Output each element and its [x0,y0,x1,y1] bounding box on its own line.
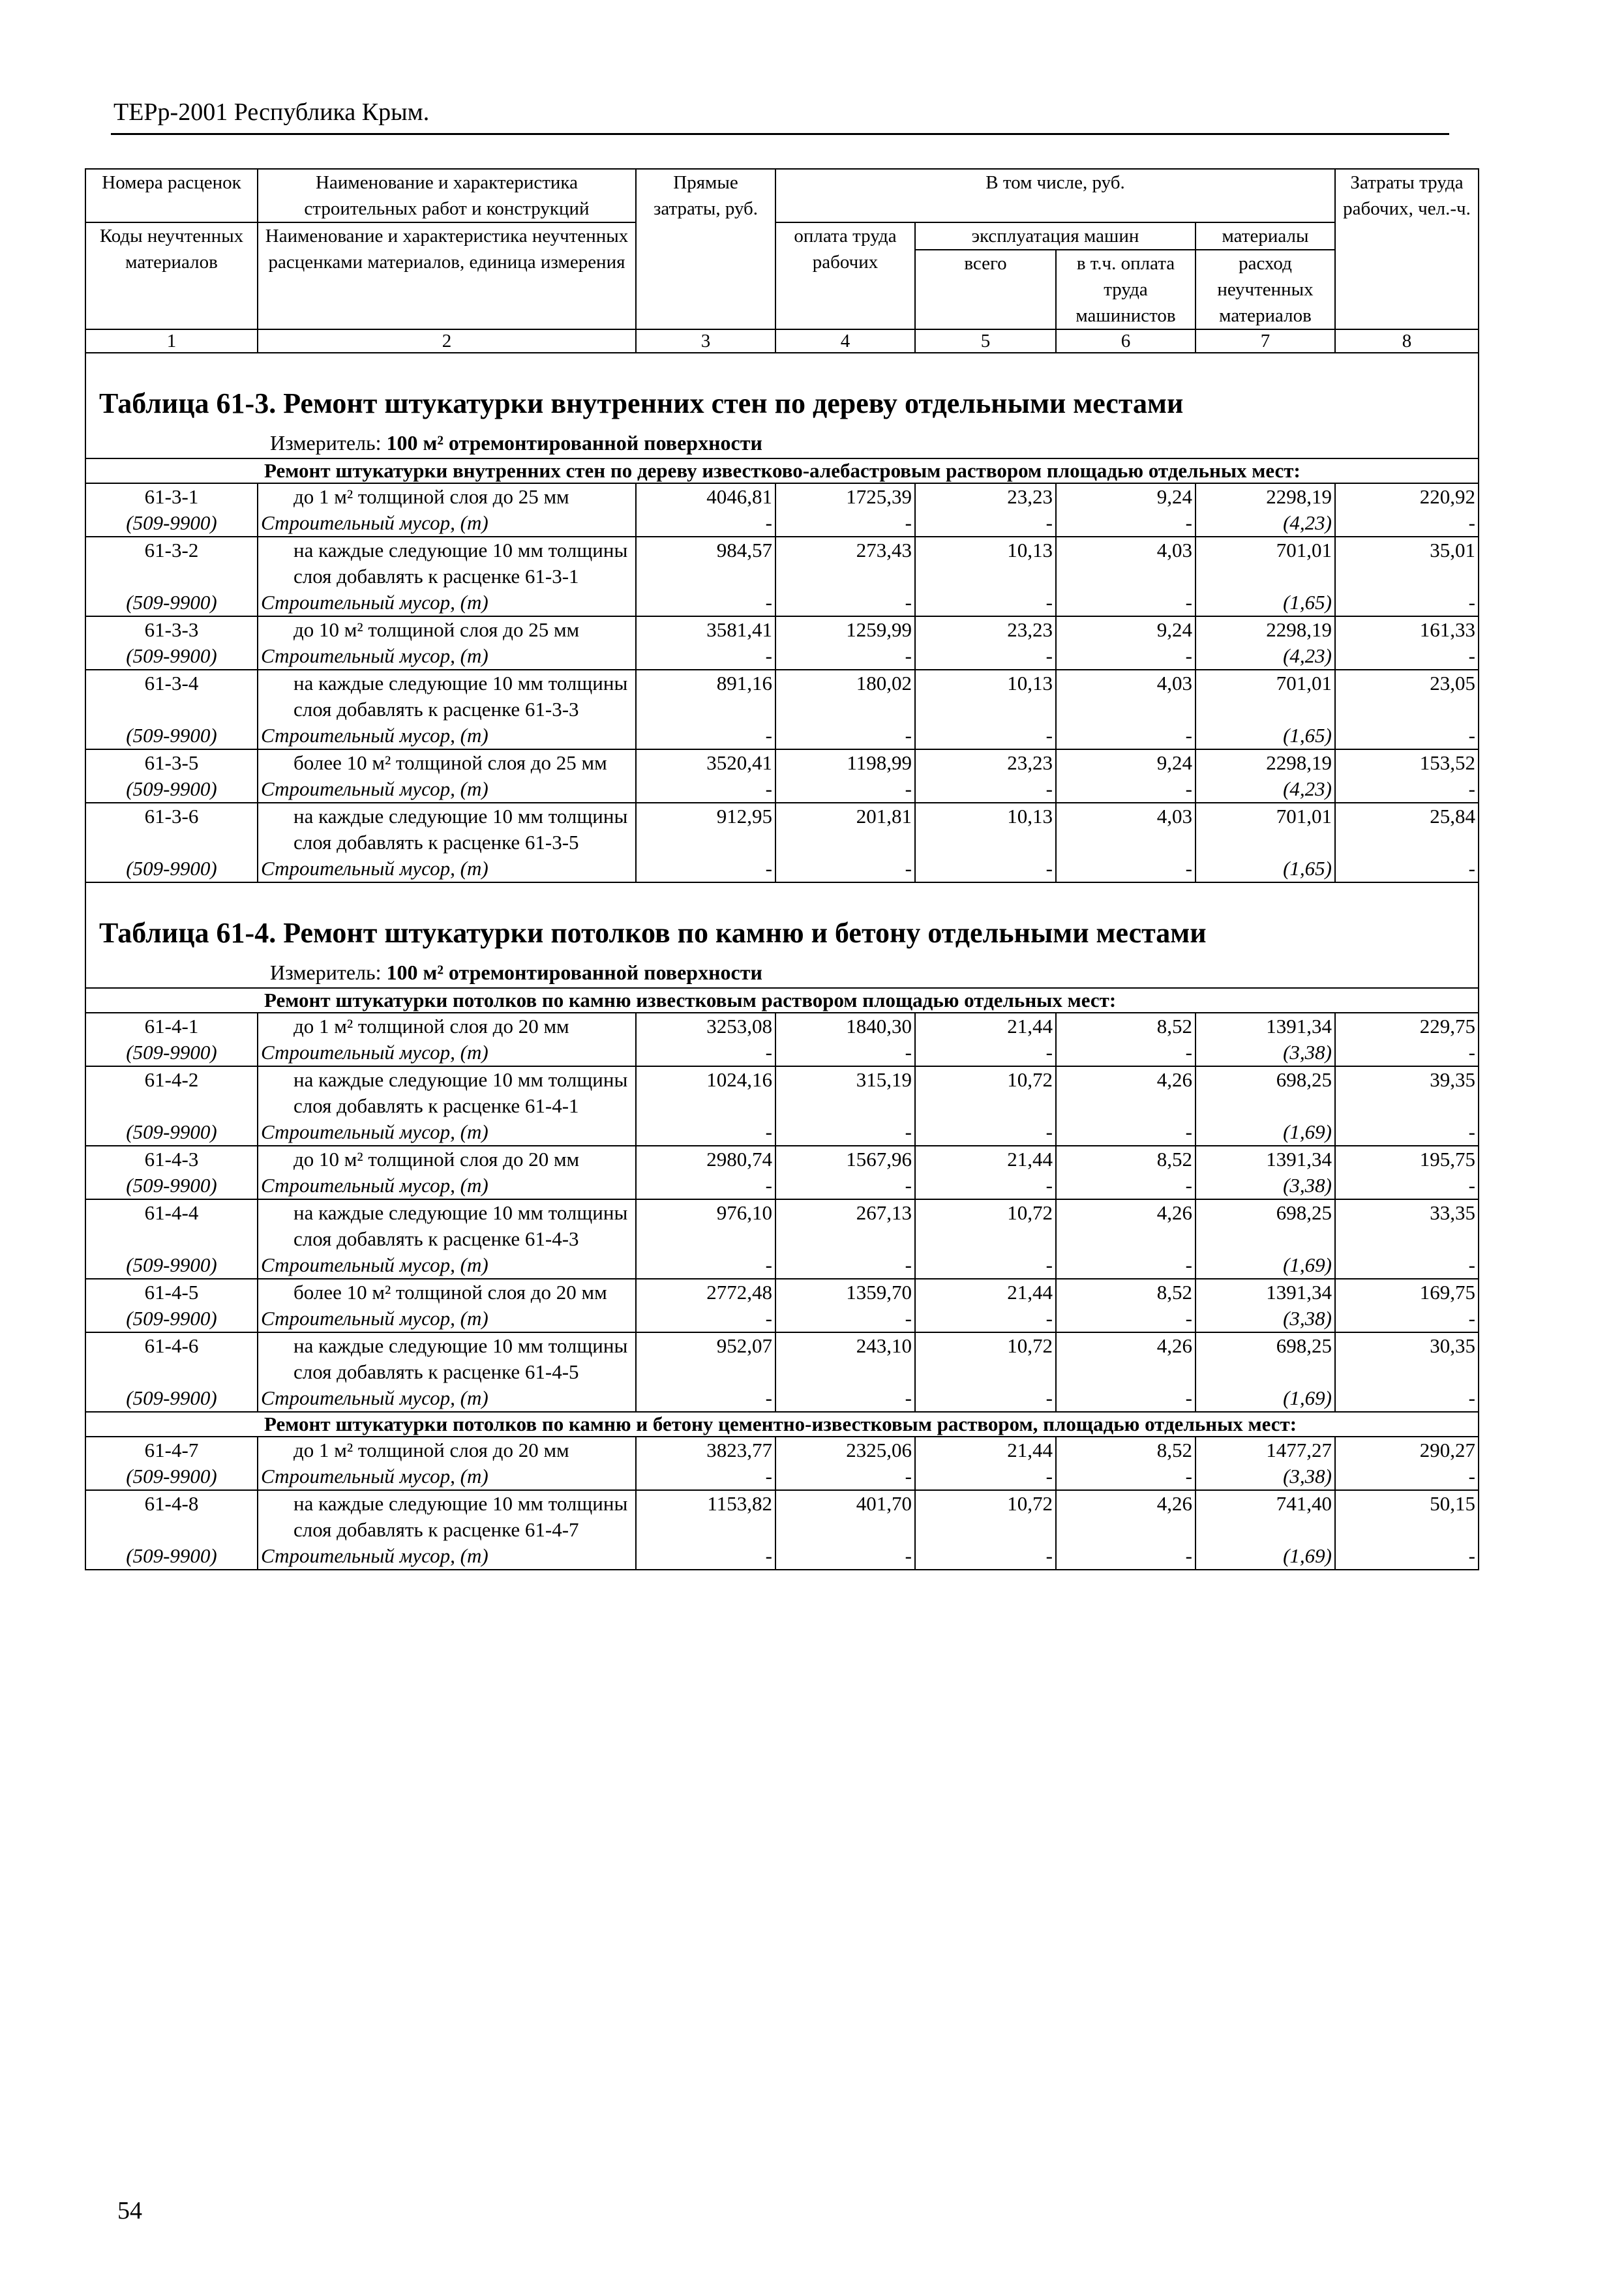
rate-code: 61-3-2 [85,537,258,590]
header-rule [111,133,1449,135]
table-title: Таблица 61-4. Ремонт штукатурки потолков по камню и бетону отдельными местами [99,917,1207,949]
dash-cell: - [775,1306,915,1332]
dash-cell: - [915,1543,1056,1570]
material-code: (509-9900) [85,1543,258,1570]
rate-name: до 1 м² толщиной слоя до 20 мм [258,1437,636,1463]
rate-name: на каждые следующие 10 мм толщины слоя добавлять к расценке 61-4-5 [258,1332,636,1385]
table-row [85,670,1479,723]
dash-cell: - [1056,1173,1195,1199]
dash-cell: - [1335,510,1479,537]
material-code: (509-9900) [85,856,258,882]
material-name: Строительный мусор, (т) [258,1119,636,1146]
table-body [85,353,1479,1570]
col-number: 3 [636,329,775,353]
direct-costs: 1153,82 [636,1490,775,1543]
group-label: Ремонт штукатурки потолков по камню известковым раствором площадью отдельных мест: [258,988,1479,1013]
machinists-pay: 9,24 [1056,749,1195,776]
group-label: Ремонт штукатурки потолков по камню и бетону цементно-известковым раствором, площадью отдельных мест: [258,1412,1479,1437]
materials-cost: 2298,19 [1195,483,1335,510]
direct-costs: 984,57 [636,537,775,590]
group-row [85,458,1479,483]
dash-cell: - [1056,590,1195,616]
rate-code: 61-3-3 [85,616,258,643]
machinists-pay: 4,03 [1056,803,1195,856]
dash-cell: - [636,1463,775,1490]
labor-hours: 290,27 [1335,1437,1479,1463]
material-name: Строительный мусор, (т) [258,1252,636,1279]
table-header [85,169,1479,353]
labor-hours: 23,05 [1335,670,1479,723]
measure-value: 100 м² отремонтированной поверхности [386,431,762,455]
dash-cell: - [1056,1252,1195,1279]
rates-table [85,168,1479,1570]
rate-name: на каждые следующие 10 мм толщины слоя добавлять к расценке 61-4-1 [258,1066,636,1119]
labor-hours: 33,35 [1335,1199,1479,1252]
material-quantity: (1,69) [1195,1119,1335,1146]
table-row [85,1437,1479,1463]
machinists-pay: 4,26 [1056,1490,1195,1543]
rate-code: 61-3-6 [85,803,258,856]
material-quantity: (3,38) [1195,1173,1335,1199]
dash-cell: - [915,1173,1056,1199]
material-name: Строительный мусор, (т) [258,1385,636,1412]
rate-name: на каждые следующие 10 мм толщины слоя добавлять к расценке 61-3-1 [258,537,636,590]
rate-name: на каждые следующие 10 мм толщины слоя добавлять к расценке 61-3-5 [258,803,636,856]
labor-hours: 220,92 [1335,483,1479,510]
dash-cell: - [636,1173,775,1199]
material-code: (509-9900) [85,723,258,749]
rate-name: до 10 м² толщиной слоя до 25 мм [258,616,636,643]
machinists-pay: 8,52 [1056,1437,1195,1463]
material-code: (509-9900) [85,510,258,537]
table-row [85,749,1479,776]
material-name: Строительный мусор, (т) [258,856,636,882]
material-quantity: (1,65) [1195,590,1335,616]
dash-cell: - [775,1463,915,1490]
measure-row [85,428,1479,458]
dash-cell: - [1056,1119,1195,1146]
dash-cell: - [636,643,775,670]
materials-cost: 2298,19 [1195,616,1335,643]
machines-total: 21,44 [915,1013,1056,1040]
group-label: Ремонт штукатурки внутренних стен по дереву известково-алебастровым раствором площадью отдельных мест: [258,458,1479,483]
material-row [85,1252,1479,1279]
table-row [85,1146,1479,1173]
col4-header: оплата труда рабочих [775,222,915,329]
material-code: (509-9900) [85,1306,258,1332]
dash-cell: - [775,856,915,882]
dash-cell: - [775,510,915,537]
material-row [85,1385,1479,1412]
material-row [85,776,1479,803]
dash-cell: - [915,856,1056,882]
dash-cell: - [1335,1385,1479,1412]
labor-pay: 2325,06 [775,1437,915,1463]
labor-pay: 1840,30 [775,1013,915,1040]
dash-cell: - [915,1119,1056,1146]
machinists-pay: 4,03 [1056,670,1195,723]
rate-name: на каждые следующие 10 мм толщины слоя добавлять к расценке 61-3-3 [258,670,636,723]
dash-cell: - [1056,1463,1195,1490]
dash-cell: - [636,1040,775,1066]
dash-cell: - [775,723,915,749]
machinists-pay: 9,24 [1056,483,1195,510]
direct-costs: 3253,08 [636,1013,775,1040]
dash-cell: - [915,1252,1056,1279]
material-name: Строительный мусор, (т) [258,1040,636,1066]
dash-cell: - [775,1385,915,1412]
dash-cell: - [1056,1040,1195,1066]
dash-cell: - [1335,1173,1479,1199]
material-name: Строительный мусор, (т) [258,1463,636,1490]
col-number: 7 [1195,329,1335,353]
dash-cell: - [1056,776,1195,803]
material-name: Строительный мусор, (т) [258,1543,636,1570]
group-row [85,1412,1479,1437]
dash-cell: - [1335,643,1479,670]
materials-cost: 741,40 [1195,1490,1335,1543]
material-row [85,510,1479,537]
machinists-pay: 8,52 [1056,1013,1195,1040]
direct-costs: 976,10 [636,1199,775,1252]
material-code: (509-9900) [85,1385,258,1412]
dash-cell: - [1056,1306,1195,1332]
dash-cell: - [1056,1385,1195,1412]
col-number: 6 [1056,329,1195,353]
materials-cost: 701,01 [1195,670,1335,723]
material-code: (509-9900) [85,1173,258,1199]
machines-total: 23,23 [915,483,1056,510]
dash-cell: - [915,590,1056,616]
material-code: (509-9900) [85,776,258,803]
col5-header: всего [915,250,1056,329]
col-number: 5 [915,329,1056,353]
dash-cell: - [915,1040,1056,1066]
material-code: (509-9900) [85,1252,258,1279]
rate-code: 61-4-7 [85,1437,258,1463]
dash-cell: - [915,723,1056,749]
dash-cell: - [1335,1040,1479,1066]
table-row [85,483,1479,510]
dash-cell: - [1335,1306,1479,1332]
materials-cost: 1391,34 [1195,1279,1335,1306]
material-quantity: (4,23) [1195,643,1335,670]
dash-cell: - [915,1463,1056,1490]
dash-cell: - [1335,1252,1479,1279]
group-header: В том числе, руб. [775,169,1335,222]
material-row [85,1463,1479,1490]
material-quantity: (3,38) [1195,1040,1335,1066]
dash-cell: - [636,1119,775,1146]
material-name: Строительный мусор, (т) [258,723,636,749]
dash-cell: - [636,723,775,749]
machines-total: 21,44 [915,1279,1056,1306]
material-code: (509-9900) [85,1119,258,1146]
labor-pay: 401,70 [775,1490,915,1543]
dash-cell: - [1335,776,1479,803]
dash-cell: - [775,1173,915,1199]
dash-cell: - [775,776,915,803]
measure-value: 100 м² отремонтированной поверхности [386,961,762,984]
labor-pay: 1725,39 [775,483,915,510]
labor-hours: 229,75 [1335,1013,1479,1040]
table-row [85,803,1479,856]
materials-header: материалы [1195,222,1335,250]
rate-name: на каждые следующие 10 мм толщины слоя добавлять к расценке 61-4-3 [258,1199,636,1252]
materials-cost: 1391,34 [1195,1146,1335,1173]
material-quantity: (1,69) [1195,1252,1335,1279]
machines-total: 21,44 [915,1146,1056,1173]
table-row [85,1013,1479,1040]
materials-cost: 2298,19 [1195,749,1335,776]
dash-cell: - [775,1119,915,1146]
dash-cell: - [636,1385,775,1412]
material-row [85,1119,1479,1146]
machinists-pay: 4,26 [1056,1066,1195,1119]
labor-pay: 1567,96 [775,1146,915,1173]
measure-label: Измеритель: [270,961,382,984]
materials-cost: 701,01 [1195,803,1335,856]
rate-code: 61-3-4 [85,670,258,723]
table-title: Таблица 61-3. Ремонт штукатурки внутренних стен по дереву отдельными местами [99,387,1184,419]
labor-pay: 243,10 [775,1332,915,1385]
rate-code: 61-4-8 [85,1490,258,1543]
material-quantity: (3,38) [1195,1463,1335,1490]
rate-code: 61-4-5 [85,1279,258,1306]
machines-total: 10,13 [915,537,1056,590]
machinists-pay: 4,26 [1056,1332,1195,1385]
rate-name: до 1 м² толщиной слоя до 25 мм [258,483,636,510]
table-title-row [85,882,1479,957]
direct-costs: 891,16 [636,670,775,723]
material-row [85,590,1479,616]
dash-cell: - [636,776,775,803]
dash-cell: - [915,510,1056,537]
measure-row [85,957,1479,988]
dash-cell: - [915,1306,1056,1332]
direct-costs: 1024,16 [636,1066,775,1119]
dash-cell: - [915,643,1056,670]
material-quantity: (3,38) [1195,1306,1335,1332]
dash-cell: - [915,776,1056,803]
labor-hours: 153,52 [1335,749,1479,776]
material-row [85,1040,1479,1066]
machines-total: 10,72 [915,1332,1056,1385]
material-name: Строительный мусор, (т) [258,510,636,537]
dash-cell: - [1056,723,1195,749]
dash-cell: - [636,1252,775,1279]
table-row [85,1199,1479,1252]
dash-cell: - [1056,856,1195,882]
dash-cell: - [1056,643,1195,670]
materials-cost: 698,25 [1195,1332,1335,1385]
col-number: 2 [258,329,636,353]
table-row [85,1279,1479,1306]
material-quantity: (1,69) [1195,1385,1335,1412]
labor-pay: 315,19 [775,1066,915,1119]
machines-total: 10,72 [915,1490,1056,1543]
labor-pay: 180,02 [775,670,915,723]
material-name: Строительный мусор, (т) [258,1173,636,1199]
machines-total: 10,13 [915,670,1056,723]
rate-code: 61-4-3 [85,1146,258,1173]
rate-code: 61-4-2 [85,1066,258,1119]
machines-total: 10,72 [915,1066,1056,1119]
material-row [85,1543,1479,1570]
dash-cell: - [1335,1119,1479,1146]
col2-bottom: Наименование и характеристика неучтенных расценками материалов, единица измерения [258,222,636,329]
material-row [85,856,1479,882]
direct-costs: 4046,81 [636,483,775,510]
col1-bottom: Коды неучтенных материалов [85,222,258,329]
material-quantity: (1,69) [1195,1543,1335,1570]
machinists-pay: 8,52 [1056,1146,1195,1173]
col3-header: Прямые затраты, руб. [636,169,775,329]
material-code: (509-9900) [85,590,258,616]
dash-cell: - [1335,723,1479,749]
labor-hours: 30,35 [1335,1332,1479,1385]
direct-costs: 2980,74 [636,1146,775,1173]
dash-cell: - [1056,1543,1195,1570]
machines-header: эксплуатация машин [915,222,1195,250]
dash-cell: - [1335,1543,1479,1570]
dash-cell: - [915,1385,1056,1412]
materials-cost: 698,25 [1195,1199,1335,1252]
col8-header: Затраты труда рабочих, чел.-ч. [1335,169,1479,329]
material-row [85,1173,1479,1199]
rate-code: 61-3-5 [85,749,258,776]
labor-hours: 169,75 [1335,1279,1479,1306]
direct-costs: 2772,48 [636,1279,775,1306]
machinists-pay: 4,03 [1056,537,1195,590]
machines-total: 23,23 [915,616,1056,643]
rate-code: 61-3-1 [85,483,258,510]
material-name: Строительный мусор, (т) [258,643,636,670]
material-row [85,723,1479,749]
material-quantity: (1,65) [1195,723,1335,749]
labor-pay: 1259,99 [775,616,915,643]
dash-cell: - [775,1252,915,1279]
dash-cell: - [1335,856,1479,882]
labor-hours: 161,33 [1335,616,1479,643]
labor-hours: 50,15 [1335,1490,1479,1543]
machinists-pay: 4,26 [1056,1199,1195,1252]
col-number: 8 [1335,329,1479,353]
material-quantity: (4,23) [1195,510,1335,537]
labor-pay: 1198,99 [775,749,915,776]
table-row [85,1066,1479,1119]
labor-hours: 35,01 [1335,537,1479,590]
materials-cost: 1477,27 [1195,1437,1335,1463]
document-header: ТЕРр-2001 Республика Крым. [113,98,430,126]
labor-pay: 267,13 [775,1199,915,1252]
labor-hours: 39,35 [1335,1066,1479,1119]
dash-cell: - [636,1306,775,1332]
labor-hours: 195,75 [1335,1146,1479,1173]
rate-name: на каждые следующие 10 мм толщины слоя добавлять к расценке 61-4-7 [258,1490,636,1543]
direct-costs: 952,07 [636,1332,775,1385]
material-name: Строительный мусор, (т) [258,590,636,616]
labor-pay: 273,43 [775,537,915,590]
direct-costs: 3823,77 [636,1437,775,1463]
table-row [85,1332,1479,1385]
direct-costs: 3520,41 [636,749,775,776]
labor-hours: 25,84 [1335,803,1479,856]
rate-name: до 10 м² толщиной слоя до 20 мм [258,1146,636,1173]
direct-costs: 3581,41 [636,616,775,643]
rate-code: 61-4-1 [85,1013,258,1040]
material-row [85,643,1479,670]
dash-cell: - [636,590,775,616]
machines-total: 23,23 [915,749,1056,776]
col-number: 1 [85,329,258,353]
materials-cost: 1391,34 [1195,1013,1335,1040]
rate-code: 61-4-4 [85,1199,258,1252]
dash-cell: - [775,590,915,616]
labor-pay: 201,81 [775,803,915,856]
material-name: Строительный мусор, (т) [258,1306,636,1332]
material-quantity: (1,65) [1195,856,1335,882]
material-name: Строительный мусор, (т) [258,776,636,803]
direct-costs: 912,95 [636,803,775,856]
col-number: 4 [775,329,915,353]
materials-cost: 698,25 [1195,1066,1335,1119]
dash-cell: - [775,1040,915,1066]
group-row [85,988,1479,1013]
dash-cell: - [636,856,775,882]
col2-top: Наименование и характеристика строительных работ и конструкций [258,169,636,222]
material-quantity: (4,23) [1195,776,1335,803]
machines-total: 21,44 [915,1437,1056,1463]
material-code: (509-9900) [85,1463,258,1490]
dash-cell: - [775,643,915,670]
col6-header: в т.ч. оплата труда машинистов [1056,250,1195,329]
machines-total: 10,72 [915,1199,1056,1252]
rate-name: до 1 м² толщиной слоя до 20 мм [258,1013,636,1040]
rate-code: 61-4-6 [85,1332,258,1385]
table-row [85,537,1479,590]
dash-cell: - [1335,1463,1479,1490]
labor-pay: 1359,70 [775,1279,915,1306]
measure-label: Измеритель: [270,431,382,455]
material-row [85,1306,1479,1332]
rate-name: более 10 м² толщиной слоя до 25 мм [258,749,636,776]
dash-cell: - [1056,510,1195,537]
machines-total: 10,13 [915,803,1056,856]
rate-name: более 10 м² толщиной слоя до 20 мм [258,1279,636,1306]
material-code: (509-9900) [85,643,258,670]
table-row [85,1490,1479,1543]
dash-cell: - [636,510,775,537]
machinists-pay: 9,24 [1056,616,1195,643]
col1-top: Номера расценок [85,169,258,222]
dash-cell: - [636,1543,775,1570]
table-row [85,616,1479,643]
material-code: (509-9900) [85,1040,258,1066]
dash-cell: - [1335,590,1479,616]
col7-header: расход неучтенных материалов [1195,250,1335,329]
dash-cell: - [775,1543,915,1570]
table-title-row [85,353,1479,428]
page-number: 54 [117,2197,142,2224]
machinists-pay: 8,52 [1056,1279,1195,1306]
materials-cost: 701,01 [1195,537,1335,590]
